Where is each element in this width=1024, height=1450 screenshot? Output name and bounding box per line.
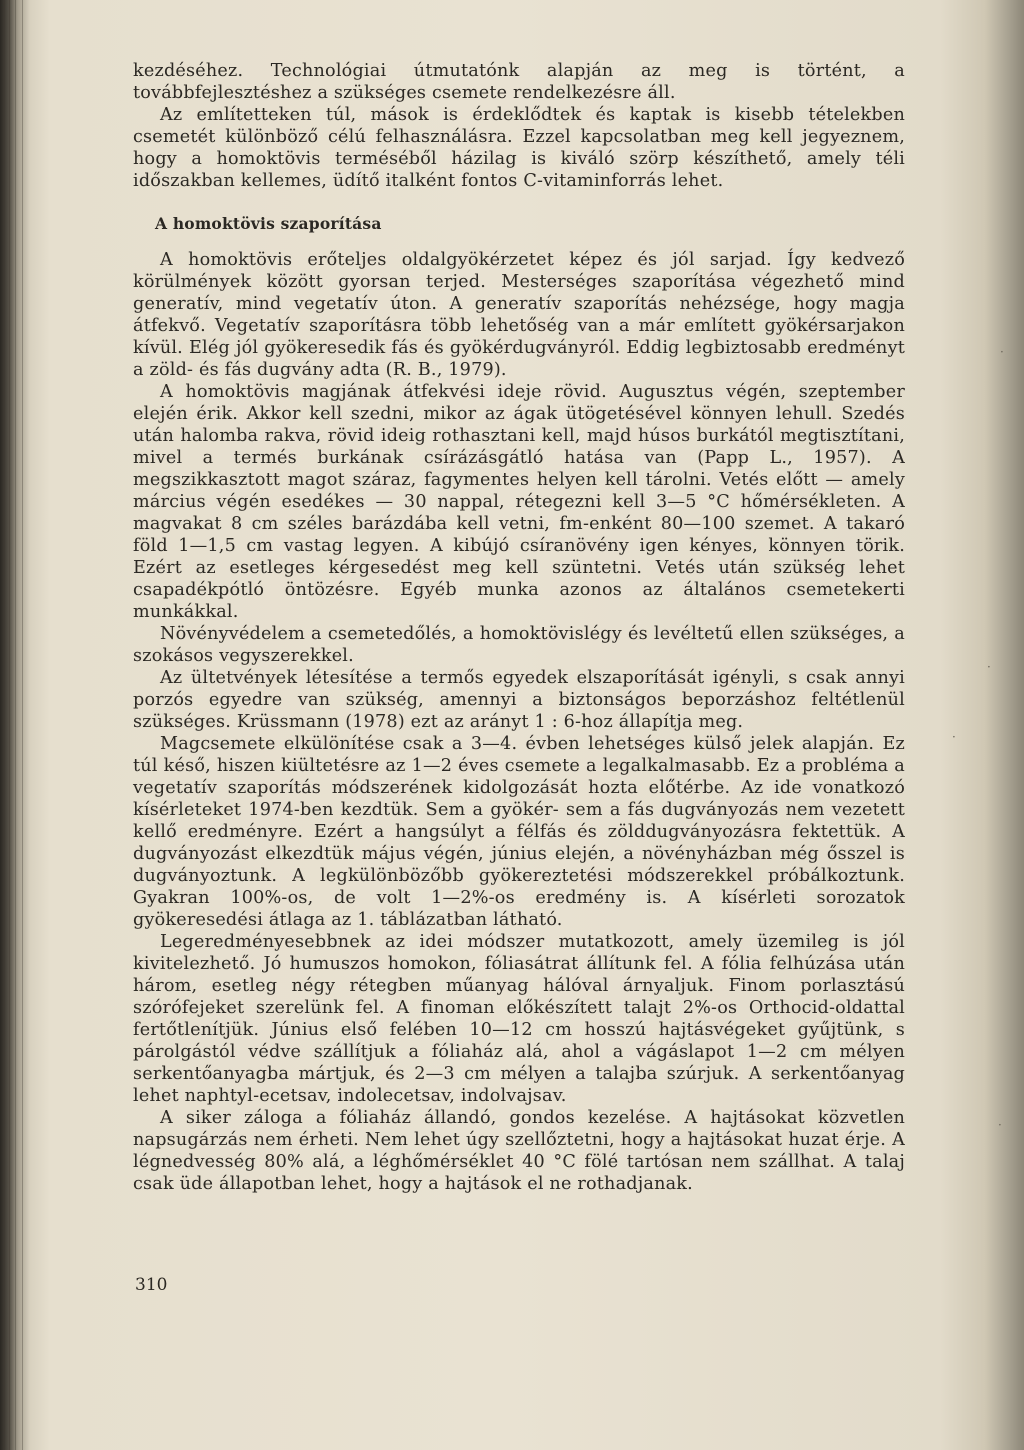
spine-shadow-line [9,0,10,1450]
paragraph: Az említetteken túl, mások is érdeklődtek és kaptak is kisebb tételekben csemetét különböző célú felhasználásra. Ezzel kapcsolatban meg kell jegyeznem, hogy a homoktövis terméséből házilag is kiváló szörp készíthető, amely téli időszakban kellemes, üdítő italként fontos C-vitaminforrás lehet. [133,105,905,191]
paragraph: Legeredményesebbnek az idei módszer mutatkozott, amely üzemileg is jól kivitelezhető. Jó humuszos homokon, fóliasátrat állítunk fel. A fólia felhúzása után három, esetleg négy rétegben műanyag hálóval árnyaljuk. Finom porlasztású szórófejeket szerelünk fel. A finoman előkészített talajt 2%-os Orthocid-oldattal fertőtlenítjük. Június első felében 10—12 cm hosszú hajtásvégeket gyűjtünk, s párolgástól védve szállítjuk a fóliaház alá, ahol a vágáslapot 1—2 cm mélyen serkentőanyagba mártjuk, és 2—3 cm mélyen a talajba szúrjuk. A serkentőanyag lehet naphtyl-ecetsav, indolecetsav, indolvajsav. [133,932,905,1106]
margin-speck: · [1000,345,1004,359]
spine-shadow-line [15,0,16,1450]
margin-speck: · [952,730,956,744]
paragraph: Magcsemete elkülönítése csak a 3—4. évben lehetséges külső jelek alapján. Ez túl késő, hiszen kiültetésre az 1—2 éves csemete a legalkalmasabb. Ez a probléma a vegetatív szaporítás módszerének kidolgozását hozta előtérbe. Az ide vonatkozó kísérleteket 1974-ben kezdtük. Sem a gyökér- sem a fás dugványozás nem vezetett kellő eredményre. Ezért a hangsúlyt a félfás és zölddugványozásra fektettük. A dugványozást elkezdtük május végén, június elején, a növényházban még ősszel is dugványoztunk. A legkülönbözőbb gyökereztetési módszerekkel próbálkoztunk. Gyakran 100%-os, de volt 1—2%-os eredmény is. A kísérleti sorozatok gyökeresedési átlaga az 1. táblázatban látható. [133,734,905,930]
paragraph: Az ültetvények létesítése a termős egyedek elszaporítását igényli, s csak annyi porzós egyedre van szükség, amennyi a biztonságos beporzáshoz feltétlenül szükséges. Krüssmann (1978) ezt az arányt 1 : 6-hoz állapítja meg. [133,668,905,732]
margin-speck: · [987,660,991,674]
paragraph: A siker záloga a fóliaház állandó, gondos kezelése. A hajtásokat közvetlen napsugárzás nem érheti. Nem lehet úgy szellőztetni, hogy a hajtásokat huzat érje. A légnedvesség 80% alá, a léghőmérséklet 40 °C fölé tartósan nem szállhat. A talaj csak üde állapotban lehet, hogy a hajtások el ne rothadjanak. [133,1108,905,1194]
spine-shadow-line [4,0,5,1450]
page-number: 310 [135,1275,168,1295]
paragraph: Növényvédelem a csemetedőlés, a homoktövislégy és levéltetű ellen szükséges, a szokásos vegyszerekkel. [133,624,905,666]
spine-shadow-line [22,0,23,1450]
paragraph: A homoktövis erőteljes oldalgyökérzetet képez és jól sarjad. Így kedvező körülmények között gyorsan terjed. Mesterséges szaporítása végezhető mind generatív, mind vegetatív úton. A generatív szaporítás nehézsége, hogy magja átfekvő. Vegetatív szaporításra több lehetőség van a már említett gyökérsarjakon kívül. Elég jól gyökeresedik fás és gyökérdugványról. Eddig legbiztosabb eredményt a zöld- és fás dugvány adta (R. B., 1979). [133,250,905,380]
paragraph: kezdéséhez. Technológiai útmutatónk alapján az meg is történt, a továbbfejlesztéshez a szükséges csemete rendelkezésre áll. [133,61,905,103]
section-heading: A homoktövis szaporítása [155,214,382,233]
paragraph: A homoktövis magjának átfekvési ideje rövid. Augusztus végén, szeptember elején érik. Akkor kell szedni, mikor az ágak ütögetésével könnyen lehull. Szedés után halomba rakva, rövid ideig rothasztani kell, majd húsos burkától megtisztítani, mivel a termés burkának csírázásgátló hatása van (Papp L., 1957). A megszikkasztott magot száraz, fagymentes helyen kell tárolni. Vetés előtt — amely március végén esedékes — 30 nappal, rétegezni kell 3—5 °C hőmérsékleten. A magvakat 8 cm széles barázdába kell vetni, fm-enként 80—100 szemet. A takaró föld 1—1,5 cm vastag legyen. A kibújó csíranövény igen kényes, könnyen törik. Ezért az esetleges kérgesedést meg kell szüntetni. Vetés után szükség lehet csapadékpótló öntözésre. Egyéb munka azonos az általános csemetekerti munkákkal. [133,382,905,622]
margin-speck: · [998,1118,1002,1132]
body-text [133,60,905,1195]
